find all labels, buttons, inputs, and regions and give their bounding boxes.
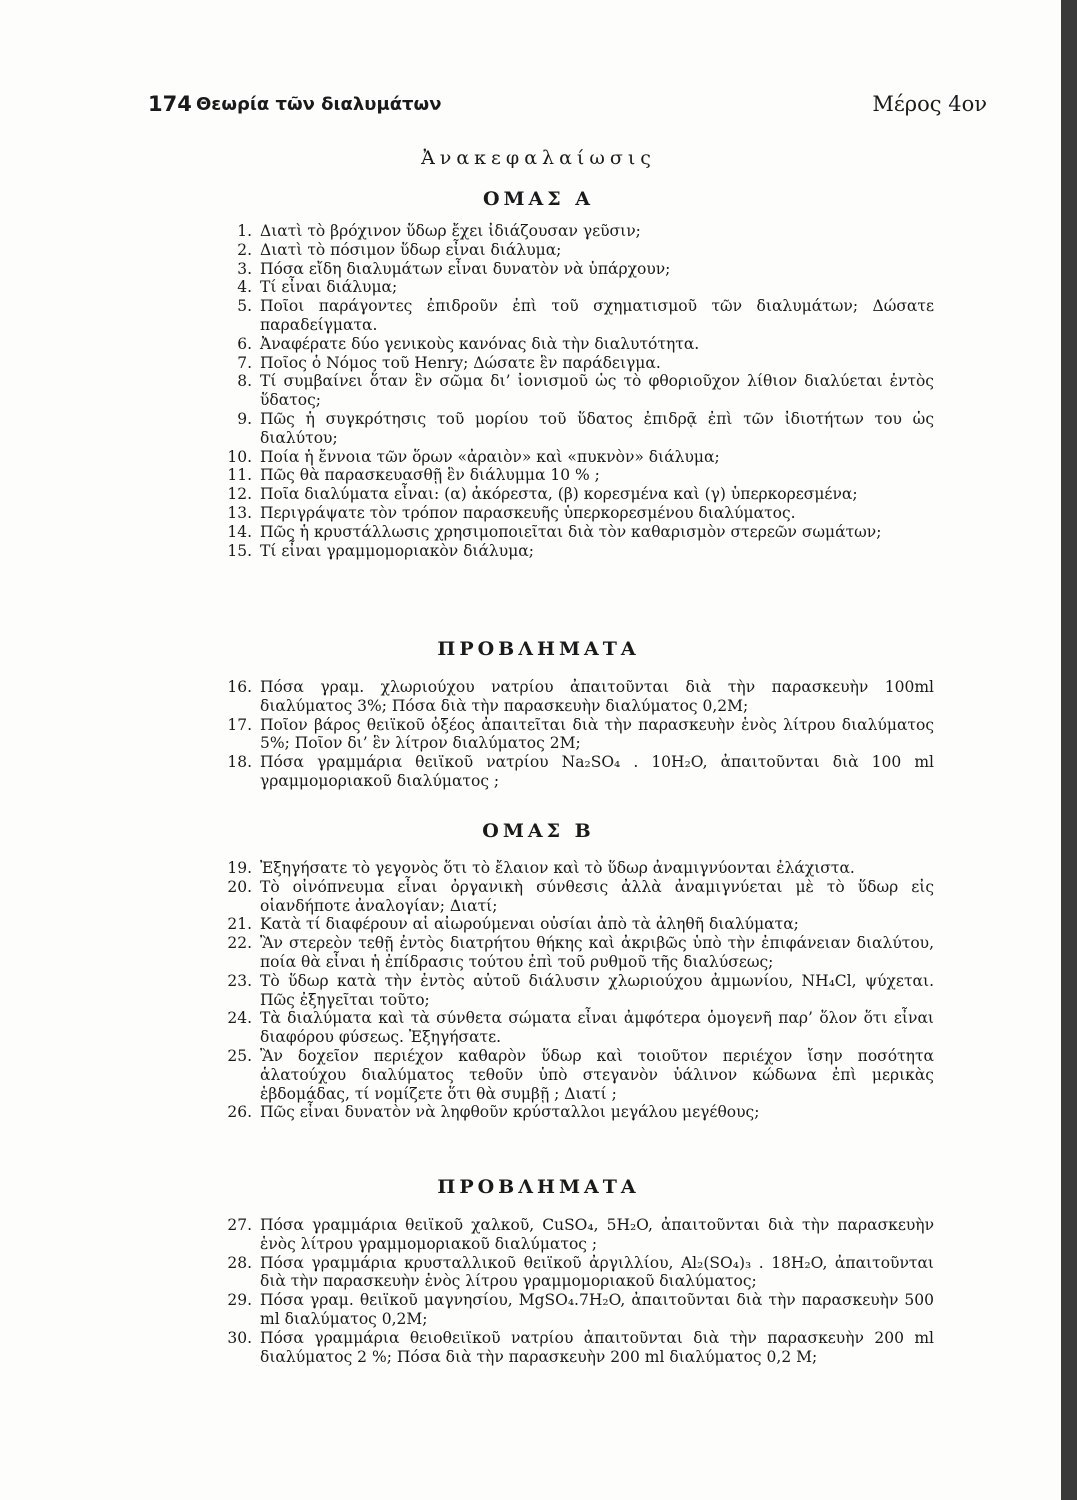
question-text: Κατὰ τί διαφέρουν αἱ αἰωρούμεναι οὐσίαι ἀπὸ τὰ ἀληθῆ διαλύματα; [260,915,799,934]
problem-text: Πόσα γραμ. θειϊκοῦ μαγνησίου, MgSO₄.7H₂O, ἀπαιτοῦνται διὰ τὴν παρασκευὴν 500 ml διαλύματος 0,2Μ; [260,1291,934,1328]
question-number: 23. [227,971,252,990]
problem-item [218,678,934,716]
question-text: Τί εἶναι γραμμομοριακὸν διάλυμα; [260,541,534,560]
question-text: Ποῖος ὁ Νόμος τοῦ Henry; Δώσατε ἓν παράδειγμα. [260,353,661,372]
group-a-problems [218,678,934,791]
problem-text: Πόσα γραμμάρια θειϊκοῦ νατρίου Na₂SO₄ . 10H₂O, ἀπαιτοῦνται διὰ 100 ml γραμμομοριακοῦ διαλύματος ; [260,753,934,790]
question-text: Πῶς ἡ συγκρότησις τοῦ μορίου τοῦ ὕδατος ἐπιδρᾷ ἐπὶ τῶν ἰδιοτήτων του ὡς διαλύτου; [260,409,934,447]
problem-number: 17. [227,715,252,734]
group-b-heading: ΟΜΑΣ Β [482,820,595,842]
question-number: 6. [237,334,252,353]
problem-number: 16. [227,678,252,696]
question-number: 8. [237,372,252,391]
question-item [218,335,934,354]
question-item [218,1047,934,1103]
question-text: Πῶς εἶναι δυνατὸν νὰ ληφθοῦν κρύσταλλοι μεγάλου μεγέθους; [260,1103,760,1122]
group-b-problems-heading: ΠΡΟΒΛΗΜΑΤΑ [437,1176,640,1198]
question-text: Ἀναφέρατε δύο γενικοὺς κανόνας διὰ τὴν διαλυτότητα. [260,334,700,353]
problem-text: Ποῖον βάρος θειϊκοῦ ὀξέος ἀπαιτεῖται διὰ τὴν παρασκευὴν ἑνὸς λίτρου διαλύματος 5%; Ποῖον δι’ ἓν λίτρον διαλύματος 2Μ; [260,715,934,753]
question-number: 14. [227,522,252,541]
problem-number: 28. [227,1253,252,1272]
question-item [218,222,934,241]
question-text: Ποία ἡ ἔννοια τῶν ὅρων «ἀραιὸν» καὶ «πυκνὸν» διάλυμα; [260,447,720,466]
question-item [218,542,934,561]
problem-number: 18. [227,753,252,772]
question-number: 7. [237,353,252,372]
problem-item [218,1254,934,1292]
problem-item [218,1291,934,1329]
question-item [218,504,934,523]
question-number: 12. [227,485,252,504]
question-text: Διατὶ τὸ πόσιμον ὕδωρ εἶναι διάλυμα; [260,240,562,259]
problem-number: 27. [227,1216,252,1234]
question-item [218,972,934,1010]
question-text: Πῶς θὰ παρασκευασθῇ ἓν διάλυμμα 10 % ; [260,466,600,485]
question-text: Διατὶ τὸ βρόχινον ὕδωρ ἔχει ἰδιάζουσαν γεῦσιν; [260,222,641,240]
question-text: Ποῖοι παράγοντες ἐπιδροῦν ἐπὶ τοῦ σχηματισμοῦ τῶν διαλυμάτων; Δώσατε παραδείγματα. [260,297,934,334]
question-number: 13. [227,503,252,522]
question-item [218,260,934,279]
problem-number: 29. [227,1291,252,1310]
question-text: Πῶς ἡ κρυστάλλωσις χρησιμοποιεῖται διὰ τὸν καθαρισμὸν στερεῶν σωμάτων; [260,522,882,541]
question-text: Τὰ διαλύματα καὶ τὰ σύνθετα σώματα εἶναι ἀμφότερα ὁμογενῆ παρ’ ὅλον ὅτι εἶναι διαφόρου φύσεως. Ἐξηγήσατε. [260,1009,934,1047]
page-number: 174 [148,92,192,116]
problem-item [218,753,934,791]
group-b-problems [218,1216,934,1366]
question-number: 11. [227,466,252,485]
problem-text: Πόσα γραμμάρια κρυσταλλικοῦ θειϊκοῦ ἀργιλλίου, Al₂(SO₄)₃ . 18H₂O, ἀπαιτοῦνται διὰ τὴν παρασκευὴν ἑνὸς λίτρου γραμμομοριακοῦ διαλύματος; [260,1253,934,1291]
question-item [218,523,934,542]
question-text: Ἐξηγήσατε τὸ γεγονὸς ὅτι τὸ ἔλαιον καὶ τὸ ὕδωρ ἀναμιγνύονται ἐλάχιστα. [260,859,855,877]
question-number: 4. [237,278,252,297]
recap-title: Ἀνακεφαλαίωσις [421,147,656,169]
group-b-questions [218,859,934,1122]
question-item [218,1009,934,1047]
question-text: Ἂν δοχεῖον περιέχον καθαρὸν ὕδωρ καὶ τοιοῦτον περιέχον ἴσην ποσότητα ἁλατούχου διαλύματος τεθοῦν ὑπὸ στεγανὸν ὑάλινον κώδωνα ἐπὶ μερικὰς ἑβδομάδας, τί νομίζετε ὅτι θὰ συμβῇ ; Διατί ; [260,1046,934,1103]
question-number: 26. [227,1103,252,1122]
question-number: 24. [227,1009,252,1028]
question-item [218,297,934,335]
question-item [218,241,934,260]
question-number: 9. [237,409,252,428]
question-text: Περιγράψατε τὸν τρόπον παρασκευῆς ὑπερκορεσμένου διαλύματος. [260,503,796,522]
question-item [218,410,934,448]
question-text: Τί συμβαίνει ὅταν ἓν σῶμα δι’ ἰονισμοῦ ὡς τὸ φθοριοῦχον λίθιον διαλύεται ἐντὸς ὕδατος; [260,372,934,410]
question-number: 19. [227,859,252,877]
question-item [218,278,934,297]
question-number: 10. [227,447,252,466]
group-a-problems-heading: ΠΡΟΒΛΗΜΑΤΑ [437,638,640,660]
part-label: Μέρος 4ον [872,92,987,116]
question-item [218,448,934,467]
page-header [148,92,987,122]
group-a-questions [218,222,934,560]
question-number: 21. [227,915,252,934]
question-item [218,915,934,934]
question-number: 5. [237,297,252,316]
problem-item [218,1216,934,1254]
question-item [218,372,934,410]
question-number: 3. [237,259,252,278]
question-text: Τὸ ὕδωρ κατὰ τὴν ἐντὸς αὐτοῦ διάλυσιν χλωριούχου ἀμμωνίου, NH₄Cl, ψύχεται. Πῶς ἐξηγεῖται τοῦτο; [260,971,934,1009]
question-text: Τί εἶναι διάλυμα; [260,278,398,297]
group-a-heading: ΟΜΑΣ Α [482,188,595,210]
question-item [218,466,934,485]
question-text: Ποῖα διαλύματα εἶναι: (α) ἀκόρεστα, (β) κορεσμένα καὶ (γ) ὑπερκορεσμένα; [260,485,858,504]
question-number: 25. [227,1046,252,1065]
question-number: 20. [227,877,252,896]
question-number: 22. [227,934,252,953]
question-text: Ἂν στερεὸν τεθῇ ἐντὸς διατρήτου θήκης καὶ ἀκριβῶς ὑπὸ τὴν ἐπιφάνειαν διαλύτου, ποία θὰ εἶναι ἡ ἐπίδρασις τούτου ἐπὶ τοῦ ρυθμοῦ τῆς διαλύσεως; [260,934,934,971]
problem-text: Πόσα γραμμάρια θειϊκοῦ χαλκοῦ, CuSO₄, 5H₂O, ἀπαιτοῦνται διὰ τὴν παρασκευὴν ἑνὸς λίτρου γραμμομοριακοῦ διαλύματος ; [260,1216,934,1253]
question-item [218,878,934,916]
question-item [218,354,934,373]
question-text: Πόσα εἴδη διαλυμάτων εἶναι δυνατὸν νὰ ὑπάρχουν; [260,259,671,278]
question-number: 1. [237,222,252,240]
problem-text: Πόσα γραμμάρια θειοθειϊκοῦ νατρίου ἀπαιτοῦνται διὰ τὴν παρασκευὴν 200 ml διαλύματος 2 %; Πόσα διὰ τὴν παρασκευὴν 200 ml διαλύματος 0,2 Μ; [260,1328,934,1366]
problem-item [218,1329,934,1367]
problem-number: 30. [227,1328,252,1347]
problem-text: Πόσα γραμ. χλωριούχου νατρίου ἀπαιτοῦνται διὰ τὴν παρασκευὴν 100ml διαλύματος 3%; Πόσα διὰ τὴν παρασκευὴν διαλύματος 0,2Μ; [260,678,934,715]
question-item [218,934,934,972]
running-title: Θεωρία τῶν διαλυμάτων [196,94,442,115]
problem-item [218,716,934,754]
question-item [218,859,934,878]
question-number: 2. [237,240,252,259]
question-item [218,1103,934,1122]
question-item [218,485,934,504]
page-edge-shadow [1061,0,1077,1500]
question-number: 15. [227,541,252,560]
question-text: Τὸ οἰνόπνευμα εἶναι ὀργανικὴ σύνθεσις ἀλλὰ ἀναμιγνύεται μὲ τὸ ὕδωρ εἰς οἱανδήποτε ἀναλογίαν; Διατί; [260,877,934,915]
